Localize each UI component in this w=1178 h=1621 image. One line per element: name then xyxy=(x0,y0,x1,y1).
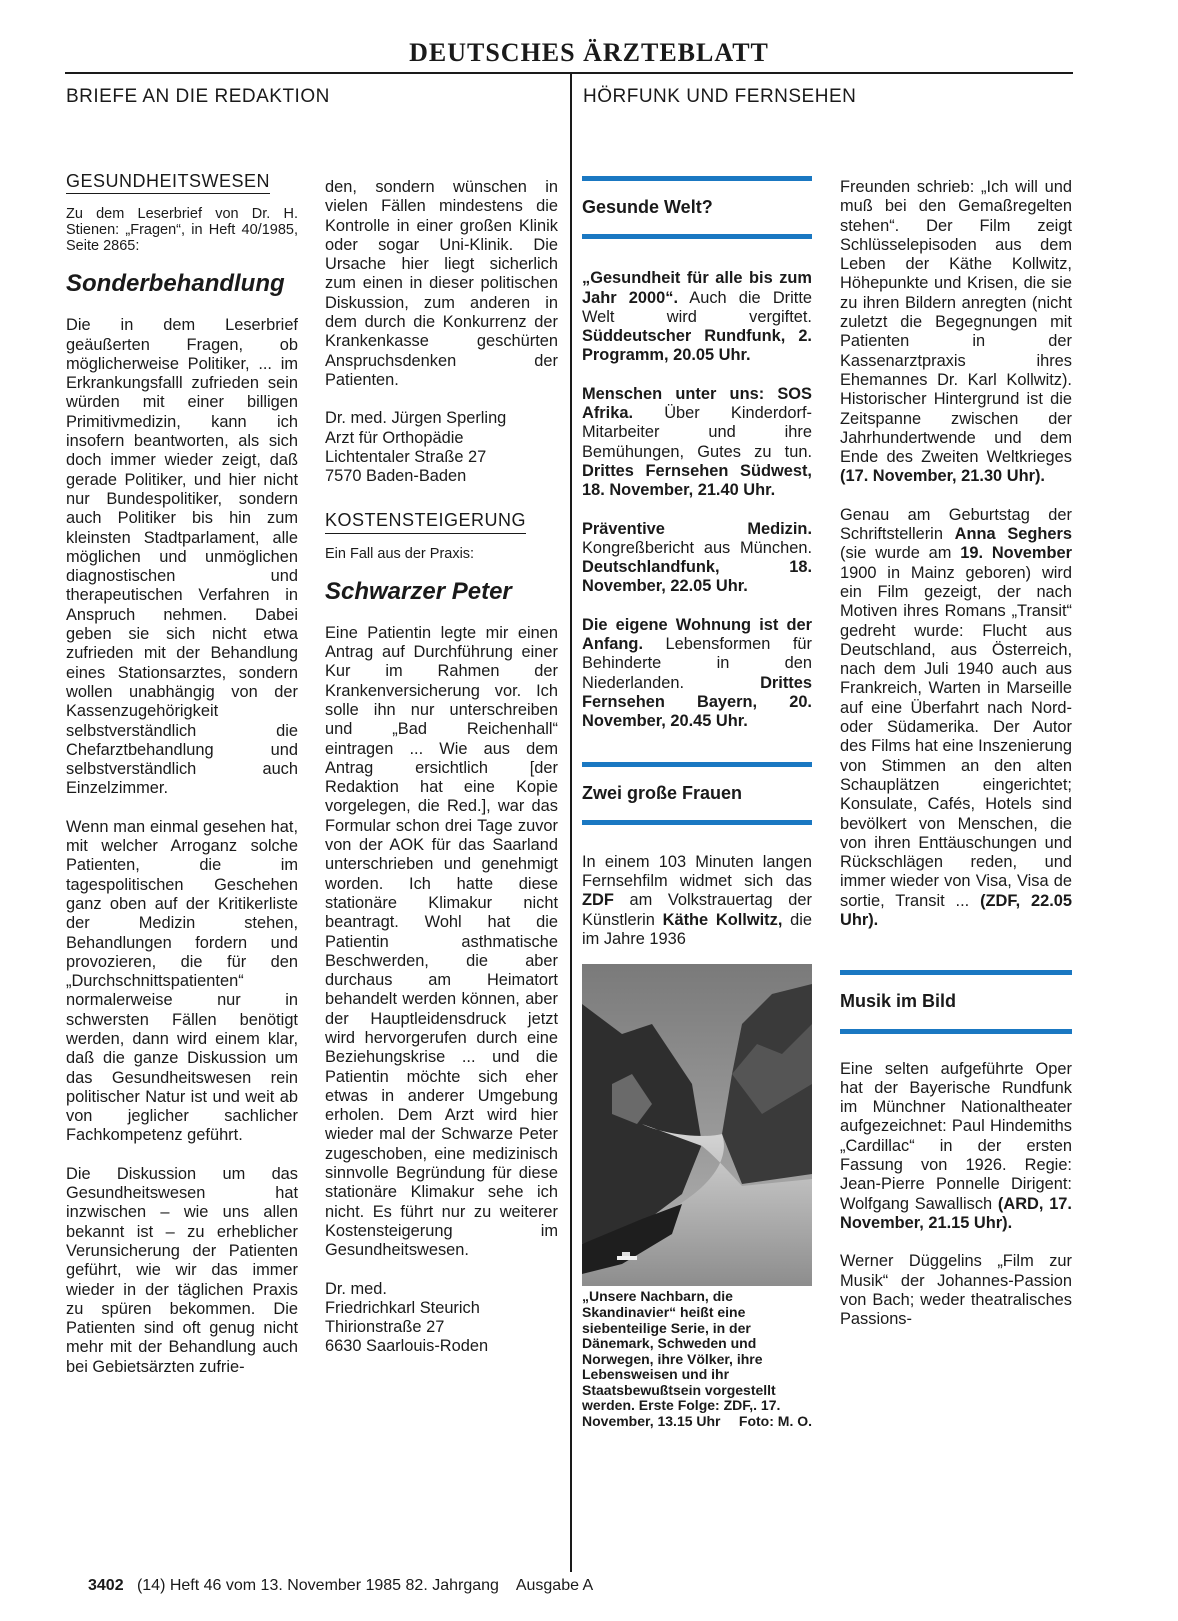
blue-rule xyxy=(582,234,812,239)
program-entry: Menschen unter uns: SOS Afrika. Über Kinderdorf-Mitarbeiter und ihre Bemühungen, Gutes zu tun. Drittes Fernsehen Südwest, 18. November, 21.40 Uhr. xyxy=(582,384,812,500)
article-paragraph: In einem 103 Minuten langen Fernsehfilm widmet sich das ZDF am Volkstrauertag der Künstlerin Käthe Kollwitz, die im Jahre 1936 xyxy=(582,852,812,949)
letter-intro: Zu dem Leserbrief von Dr. H. Stienen: „Fragen“, in Heft 40/1985, Seite 2865: xyxy=(66,206,298,255)
column-2 xyxy=(325,178,558,1376)
blue-rule xyxy=(582,762,812,767)
blue-rule xyxy=(840,970,1072,975)
letter-signature: Dr. med. Jürgen Sperling Arzt für Orthopädie Lichtentaler Straße 27 7570 Baden-Baden xyxy=(325,409,507,486)
headline-sonderbehandlung: Sonderbehandlung xyxy=(66,270,285,298)
letter-paragraph: Die Diskussion um das Gesundheitswesen hat inzwischen – wie uns allen bekannt ist – zu erheblicher Verunsicherung der Patienten geführt, wie wir das immer wieder in der täglichen Praxis zu spüren bekommen. Die Patienten sind oft genug nicht mehr mit der Behandlung auch bei Gebietsärzten zufrie- xyxy=(66,1164,298,1376)
letter-paragraph: den, sondern wünschen in vielen Fällen mindestens die Kontrolle in einer großen Klinik oder sogar Uni-Klinik. Die Ursache hier liegt sicherlich zum einen in dieser politischen Diskussion, zum anderen in dem durch die Konkurrenz der Krankenkasse geschürten Anspruchsdenken der Patienten. xyxy=(325,178,558,389)
issue-info: (14) Heft 46 vom 13. November 1985 82. Jahrgang xyxy=(136,1577,499,1594)
program-entry: Die eigene Wohnung ist der Anfang. Lebensformen für Behinderte in den Niederlanden. Drittes Fernsehen Bayern, 20. November, 20.45 Uhr. xyxy=(582,615,812,731)
box-title-musik-im-bild: Musik im Bild xyxy=(840,991,957,1012)
column-4 xyxy=(840,178,1072,1348)
box-title-zwei-grosse-frauen: Zwei große Frauen xyxy=(582,782,743,803)
section-label-broadcast: HÖRFUNK UND FERNSEHEN xyxy=(583,86,857,107)
page-footer xyxy=(88,1577,593,1595)
box-title-gesunde-welt: Gesunde Welt? xyxy=(582,197,713,217)
edition-label: Ausgabe A xyxy=(515,1577,594,1594)
section-label-letters: BRIEFE AN DIE REDAKTION xyxy=(66,86,330,107)
rubric-gesundheitswesen: GESUNDHEITSWESEN xyxy=(66,172,270,194)
program-entry: Präventive Medizin. Kongreßbericht aus München. Deutschlandfunk, 18. November, 22.05 Uhr. xyxy=(582,519,812,596)
section-divider xyxy=(570,72,572,1572)
headline-schwarzer-peter: Schwarzer Peter xyxy=(325,577,512,605)
letter-paragraph: Die in dem Leserbrief geäußerten Fragen, ob möglicherweise Politiker, ... im Erkrankungsfalll zufrieden sein würden mit einer billigen Primitivmedizin, kann ich insofern beantworten, als sich doch immer wieder zeigt, daß gerade Politiker, und hier nicht nur Bundespolitiker, sondern auch Politiker bis hin zum kleinsten Stadtparlament, alle möglichen und unmöglichen diagnostischen und therapeutischen Verfahren in Anspruch nehmen. Dabei geben sie sich nicht etwa zufrieden mit der Behandlung eines Stationsarztes, sondern wollen unabhängig von der Kassenzugehörigkeit selbstverständlich die Chefarztbehandlung und selbstverständlich auch Einzelzimmer. xyxy=(66,316,298,798)
letter-paragraph: Eine Patientin legte mir einen Antrag auf Durchführung einer Kur im Rahmen der Krankenversicherung vor. Ich solle ihn nur unterschreiben und „Bad Reichenhall“ eintragen ... Wie aus dem Antrag ersichtlich [der Redaktion hat eine Kopie vorgelegen, die Red.], war das Formular schon drei Tage zuvor von der AOK für das Saarland unterschrieben und genehmigt worden. Ich hatte diese stationäre Klimakur nicht beantragt. Wohl hat die Patientin asthmatische Beschwerden, die aber durchaus am Heimatort behandelt werden können, aber der Hauptleidensdruck jetzt wird hervorgerufen durch eine Beziehungskrise ... und die Patientin möchte sich eher etwas in anderer Umgebung erholen. Dem Arzt wird hier wieder mal der Schwarze Peter zugeschoben, eine medizinisch sinnvolle Begründung für diese stationäre Klimakur sehe ich nicht. Es führt nur zu weiterer Kostensteigerung im Gesundheitswesen. xyxy=(325,623,558,1260)
masthead-rule xyxy=(65,72,1073,74)
page-number: 3402 xyxy=(88,1577,124,1594)
photo-caption: „Unsere Nachbarn, die Skandinavier“ heißt eine siebenteilige Serie, in der Dänemark, Schweden und Norwegen, ihre Völker, ihre Lebensweisen und ihr Staatsbewußtsein vorgestellt werden. Erste Folge: ZDF,. 17. November, 13.15 Uhr Foto: M. O. xyxy=(582,1288,812,1430)
letter-intro: Ein Fall aus der Praxis: xyxy=(325,545,475,562)
rubric-kostensteigerung: KOSTENSTEIGERUNG xyxy=(325,511,526,533)
blue-rule xyxy=(582,820,812,825)
column-1 xyxy=(66,172,298,1396)
program-entry: „Gesundheit für alle bis zum Jahr 2000“. Auch die Dritte Welt wird vergiftet. Süddeutscher Rundfunk, 2. Programm, 20.05 Uhr. xyxy=(582,269,813,365)
photo-credit: Foto: M. O. xyxy=(738,1413,812,1430)
letter-paragraph: Wenn man einmal gesehen hat, mit welcher Arroganz solche Patienten, die im tagespolitischen Geschehen ganz oben auf der Kritikerliste der Medizin stehen, Behandlungen fordern und provozieren, die für den „Durchschnittspatienten“ normalerweise nur in schwersten Fällen benötigt werden, dann wird einem klar, daß die ganze Diskussion um das Gesundheitswesen rein politischer Natur ist und weit ab von jeglicher sachlicher Fachkompetenz geführt. xyxy=(66,817,298,1145)
fjord-photo-graphic xyxy=(582,964,812,1286)
article-paragraph: Eine selten aufgeführte Oper hat der Bayerische Rundfunk im Münchner Nationaltheater aufgezeichnet: Paul Hindemiths „Cardillac“ in der ersten Fassung von 1926. Regie: Jean-Pierre Ponnelle Dirigent: Wolfgang Sawallisch (ARD, 17. November, 21.15 Uhr). xyxy=(840,1059,1072,1232)
letter-signature: Dr. med. Friedrichkarl Steurich Thirionstraße 27 6630 Saarlouis-Roden xyxy=(325,1279,489,1356)
column-3 xyxy=(582,176,812,1430)
article-paragraph: Freunden schrieb: „Ich will und muß bei den Gemaßregelten stehen“. Der Film zeigt Schlüsselepisoden aus dem Leben der Käthe Kollwitz, Höhepunkte und Krisen, die sie zu ihren Bildern anregten (nicht zuletzt die Begegnungen mit Patienten in der Kassenarztpraxis ihres Ehemannes Dr. Karl Kollwitz). Historischer Hintergrund ist die Zeitspanne zwischen der Jahrhundertwende und dem Ende des Zweiten Weltkrieges (17. November, 21.30 Uhr). xyxy=(840,178,1072,486)
fjord-photo xyxy=(582,964,812,1286)
article-paragraph: Genau am Geburtstag der Schriftstellerin Anna Seghers (sie wurde am 19. November 1900 in Mainz geboren) wird ein Film gezeigt, der nach Motiven ihres Romans „Transit“ gedreht wurde: Flucht aus Deutschland, aus Österreich, nach dem Juli 1940 auch aus Frankreich, Warten in Marseille auf eine Überfahrt nach Nord- oder Südamerika. Der Autor des Films hat eine Inszenierung von Stimmen an den alten Schauplätzen eingerichtet; Konsulate, Cafés, Hotels sind bevölkert von Menschen, die von ihren Enttäuschungen und Rückschlägen reden, und immer wieder von Visa, Visa de sortie, Transit ... (ZDF, 22.05 Uhr). xyxy=(840,505,1073,929)
article-paragraph: Werner Düggelins „Film zur Musik“ der Johannes-Passion von Bach; weder theatralisches Passions- xyxy=(840,1252,1072,1329)
masthead: DEUTSCHES ÄRZTEBLATT xyxy=(409,38,769,67)
blue-rule xyxy=(840,1029,1072,1034)
blue-rule xyxy=(582,176,812,181)
